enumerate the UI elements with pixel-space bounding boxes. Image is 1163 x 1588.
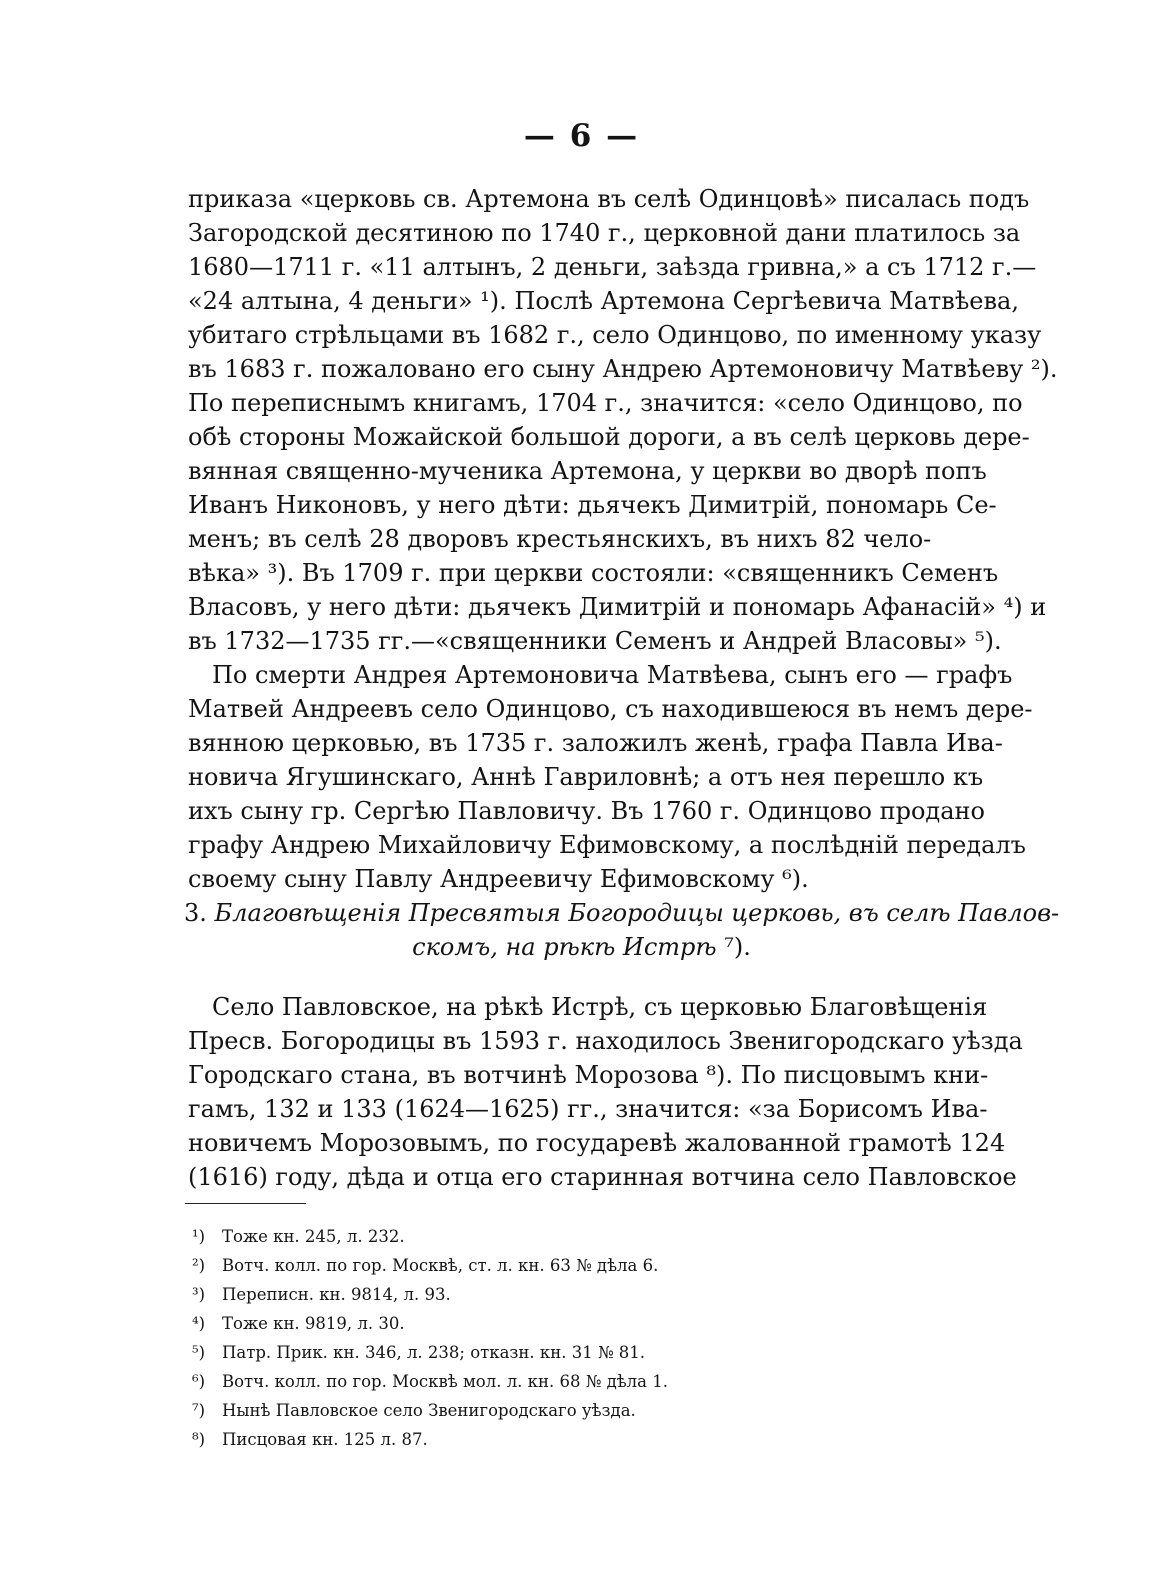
text-line: вѣка» ³). Въ 1709 г. при церкви состояли: «священникъ Семенъ	[188, 559, 999, 587]
text-line: «24 алтына, 4 деньги» ¹). Послѣ Артемона Сергѣевича Матвѣева,	[188, 287, 1019, 315]
footnote	[192, 1254, 658, 1278]
text-line: Власовъ, у него дѣти: дьячекъ Димитрій и пономарь Афанасій» ⁴) и	[188, 593, 1047, 621]
text-line: Матвей Андреевъ село Одинцово, съ находившеюся въ немъ дере-	[188, 695, 1033, 723]
text-line: По переписнымъ книгамъ, 1704 г., значится: «село Одинцово, по	[188, 389, 1023, 417]
text-line: въ 1732—1735 гг.—«священники Семенъ и Андрей Власовы» ⁵).	[188, 627, 1002, 655]
footnote	[192, 1312, 405, 1336]
text-line: въ 1683 г. пожаловано его сыну Андрею Артемоновичу Матвѣеву ²).	[188, 355, 1058, 383]
text-line: Пресв. Богородицы въ 1593 г. находилось Звенигородскаго уѣзда	[188, 1027, 1023, 1055]
text-line: менъ; въ селѣ 28 дворовъ крестьянскихъ, въ нихъ 82 чело-	[188, 525, 932, 553]
text-line: ихъ сыну гр. Сергѣю Павловичу. Въ 1760 г. Одинцово продано	[188, 797, 985, 825]
text-line: гамъ, 132 и 133 (1624—1625) гг., значится: «за Борисомъ Ива-	[188, 1095, 988, 1123]
section-note-mark: ⁷).	[724, 933, 751, 961]
footnote-divider	[185, 1203, 306, 1204]
page-number: — 6 —	[523, 118, 640, 154]
text-line: своему сыну Павлу Андреевичу Ефимовскому ⁶).	[188, 865, 809, 893]
footnote-text: Патр. Прик. кн. 346, л. 238; отказн. кн. 31 № 81.	[222, 1343, 646, 1362]
footnote-text: Тоже кн. 245, л. 232.	[222, 1227, 405, 1246]
footnote-text: Переписн. кн. 9814, л. 93.	[222, 1285, 451, 1304]
text-line: вянною церковью, въ 1735 г. заложилъ женѣ, графа Павла Ива-	[188, 729, 1003, 757]
footnote-mark: ⁷)	[192, 1401, 206, 1420]
footnote-mark: ⁸)	[192, 1430, 206, 1449]
footnote-mark: ³)	[192, 1285, 206, 1304]
heading-line-2	[0, 930, 1163, 964]
text-line: Село Павловское, на рѣкѣ Истрѣ, съ церковью Благовѣщенія	[212, 993, 988, 1021]
footnote-text: Нынѣ Павловское село Звенигородскаго уѣзда.	[222, 1401, 636, 1420]
text-line: Иванъ Никоновъ, у него дѣти: дьячекъ Димитрій, пономарь Се-	[188, 491, 997, 519]
text-line: убитаго стрѣльцами въ 1682 г., село Одинцово, по именному указу	[188, 321, 1042, 349]
text-line: По смерти Андрея Артемоновича Матвѣева, сынъ его — графъ	[212, 661, 1013, 689]
text-line: вянная священно-мученика Артемона, у церкви во дворѣ попъ	[188, 457, 987, 485]
footnote	[192, 1370, 668, 1394]
text-line: Загородской десятиною по 1740 г., церковной дани платилось за	[188, 219, 1021, 247]
text-line: новича Ягушинскаго, Аннѣ Гавриловнѣ; а отъ нея перешло къ	[188, 763, 984, 791]
footnote	[192, 1341, 645, 1365]
footnote-text: Вотч. колл. по гор. Москвѣ, ст. л. кн. 63 № дѣла 6.	[222, 1256, 659, 1275]
footnote-mark: ⁵)	[192, 1343, 206, 1362]
footnote-mark: ¹)	[192, 1227, 206, 1246]
footnote	[192, 1399, 636, 1423]
footnote-mark: ²)	[192, 1256, 206, 1275]
footnote	[192, 1225, 405, 1249]
footnote-text: Писцовая кн. 125 л. 87.	[222, 1430, 428, 1449]
footnote-mark: ⁴)	[192, 1314, 206, 1333]
footnote	[192, 1428, 428, 1452]
text-line: графу Андрею Михайловичу Ефимовскому, а послѣдній передалъ	[188, 831, 1026, 859]
section-number: 3.	[184, 899, 207, 927]
footnote-mark: ⁶)	[192, 1372, 206, 1391]
footnote-text: Вотч. колл. по гор. Москвѣ мол. л. кн. 68 № дѣла 1.	[222, 1372, 668, 1391]
text-line: Городскаго стана, въ вотчинѣ Морозова ⁸). По писцовымъ кни-	[188, 1061, 989, 1089]
section-title-part-1: Благовѣщенія Пресвятыя Богородицы церковь, въ селѣ Павлов-	[214, 899, 1060, 927]
text-line: приказа «церковь св. Артемона въ селѣ Одинцовѣ» писалась подъ	[188, 185, 1030, 213]
text-line: 1680—1711 г. «11 алтынъ, 2 деньги, заѣзда гривна,» а съ 1712 г.—	[188, 253, 1037, 281]
text-line: новичемъ Морозовымъ, по государевѣ жалованной грамотѣ 124	[188, 1129, 1006, 1157]
section-title-part-2: скомъ, на рѣкѣ Истрѣ	[412, 933, 717, 961]
footnote-text: Тоже кн. 9819, л. 30.	[222, 1314, 405, 1333]
footnote	[192, 1283, 451, 1307]
heading-line-1	[184, 896, 1060, 930]
text-line: обѣ стороны Можайской большой дороги, а въ селѣ церковь дере-	[188, 423, 1030, 451]
text-line: (1616) году, дѣда и отца его старинная вотчина село Павловское	[188, 1163, 1017, 1191]
